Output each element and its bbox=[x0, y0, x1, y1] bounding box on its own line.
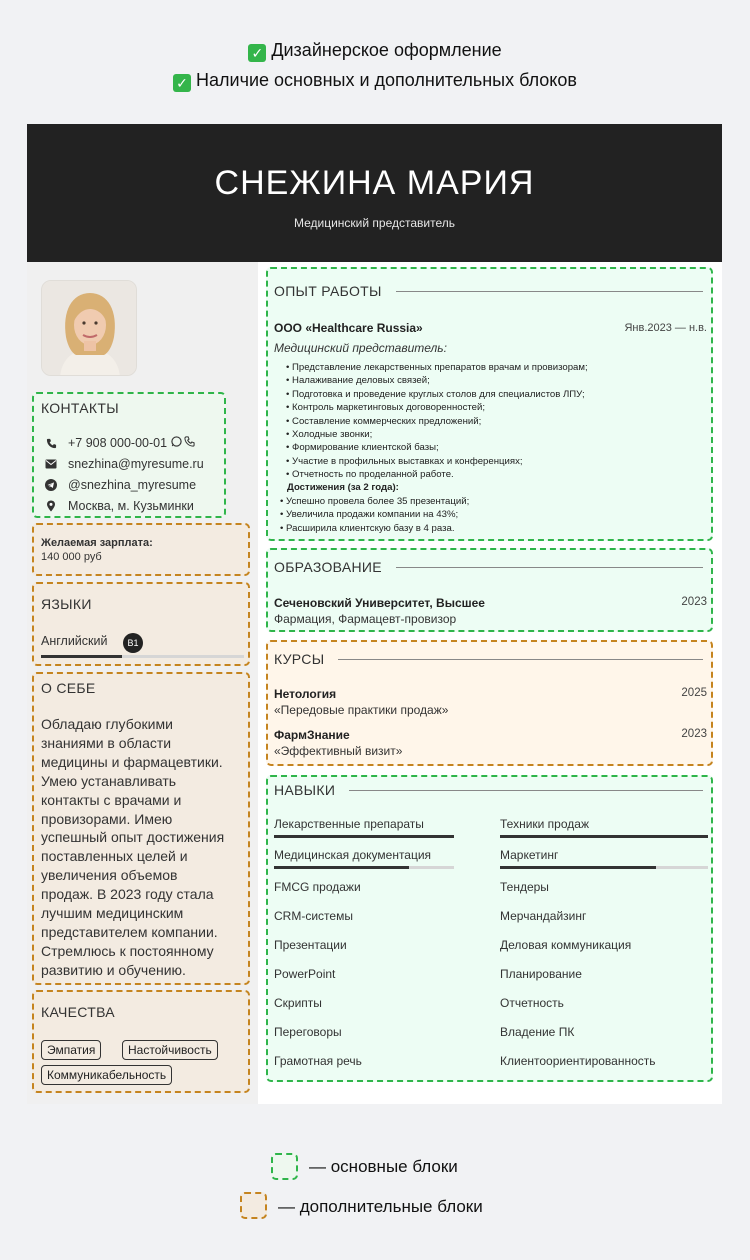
list-item: • Формирование клиентской базы; bbox=[286, 441, 588, 454]
about-line: контакты с врачами и bbox=[41, 791, 182, 808]
skill-name: Клиентоориентированность bbox=[500, 1054, 656, 1068]
skill-name: CRM-системы bbox=[274, 909, 353, 923]
experience-heading: ОПЫТ РАБОТЫ bbox=[274, 283, 705, 299]
language-name: Английский bbox=[41, 634, 108, 648]
sidebar bbox=[27, 262, 258, 1104]
course-org: ФармЗнание bbox=[274, 728, 350, 742]
language-level-bar bbox=[41, 655, 244, 658]
about-text bbox=[41, 715, 224, 980]
about-line: знаниями в области bbox=[41, 734, 172, 751]
about-line: развитию и обучению. bbox=[41, 961, 186, 978]
about-line: продаж. В 2023 году стала bbox=[41, 886, 214, 903]
skill-level-bar bbox=[500, 866, 708, 869]
achievements-list bbox=[280, 495, 469, 535]
skill-name: FMCG продажи bbox=[274, 880, 361, 894]
skill-name: Лекарственные препараты bbox=[274, 817, 424, 831]
quality-tag: Эмпатия bbox=[41, 1040, 101, 1060]
list-item: • Подготовка и проведение круглых столов для специалистов ЛПУ; bbox=[286, 388, 588, 401]
resume-header bbox=[27, 124, 722, 262]
profile-photo bbox=[41, 280, 137, 376]
contact-email[interactable]: snezhina@myresume.ru bbox=[44, 457, 204, 471]
experience-block bbox=[266, 267, 713, 541]
skill-name: Деловая коммуникация bbox=[500, 938, 632, 952]
languages-title: ЯЗЫКИ bbox=[41, 596, 92, 612]
education-heading: ОБРАЗОВАНИЕ bbox=[274, 559, 705, 575]
list-item: • Представление лекарственных препаратов врачам и провизорам; bbox=[286, 361, 588, 374]
legend-main-text: — основные блоки bbox=[309, 1157, 458, 1176]
list-item: • Составление коммерческих предложений; bbox=[286, 415, 588, 428]
list-item: • Успешно провела более 35 презентаций; bbox=[280, 495, 469, 508]
education-year: 2023 bbox=[681, 596, 707, 608]
about-line: Умею устанавливать bbox=[41, 772, 177, 789]
about-line: поставленных целей и bbox=[41, 848, 188, 865]
language-level-badge: B1 bbox=[123, 633, 143, 653]
skill-name: Планирование bbox=[500, 967, 582, 981]
course-org: Нетология bbox=[274, 687, 337, 701]
viber-icon bbox=[184, 436, 195, 450]
skill-name: Скрипты bbox=[274, 996, 322, 1010]
courses-heading: КУРСЫ bbox=[274, 651, 705, 667]
about-line: успешный опыт достижения bbox=[41, 829, 225, 846]
skill-name: Техники продаж bbox=[500, 817, 589, 831]
contact-location: Москва, м. Кузьминки bbox=[44, 499, 194, 513]
whatsapp-icon bbox=[171, 436, 182, 450]
legend-main-swatch bbox=[271, 1153, 298, 1180]
skill-level-bar bbox=[500, 835, 708, 838]
duties-list bbox=[286, 361, 588, 482]
legend-design: ✓ Дизайнерское оформление bbox=[0, 40, 750, 62]
skills-block bbox=[266, 775, 713, 1082]
languages-block bbox=[32, 582, 250, 666]
person-role: Медицинский представитель bbox=[293, 216, 456, 230]
legend-blocks: ✓ Наличие основных и дополнительных блоков bbox=[0, 70, 750, 92]
skill-level-bar bbox=[274, 835, 454, 838]
job-position: Медицинский представитель: bbox=[274, 341, 447, 355]
salary-block bbox=[32, 523, 250, 576]
about-line: Обладаю глубокими bbox=[41, 716, 173, 732]
mail-icon bbox=[44, 457, 58, 471]
phone-icon bbox=[44, 436, 58, 450]
education-specialty: Фармация, Фармацевт-провизор bbox=[274, 612, 457, 626]
course-year: 2025 bbox=[681, 687, 707, 699]
skill-name: PowerPoint bbox=[274, 967, 336, 981]
list-item: • Увеличила продажи компании на 43%; bbox=[280, 508, 469, 521]
course-year: 2023 bbox=[681, 728, 707, 740]
list-item: • Расширила клиентскую базу в 4 раза. bbox=[280, 522, 469, 535]
qualities-block bbox=[32, 990, 250, 1093]
skill-level-bar bbox=[274, 866, 454, 869]
telegram-icon bbox=[44, 478, 58, 492]
skill-name: Медицинская документация bbox=[274, 848, 432, 862]
list-item: • Налаживание деловых связей; bbox=[286, 374, 588, 387]
skill-name: Отчетность bbox=[500, 996, 564, 1010]
course-name: «Передовые практики продаж» bbox=[274, 703, 449, 717]
contacts-block bbox=[32, 392, 226, 518]
contact-telegram[interactable]: @snezhina_myresume bbox=[44, 478, 196, 492]
contact-phone[interactable]: +7 908 000-00-01 bbox=[44, 436, 195, 450]
checkmark-icon: ✓ bbox=[173, 74, 191, 92]
skill-name: Переговоры bbox=[274, 1025, 342, 1039]
legend-extra-text: — дополнительные блоки bbox=[278, 1197, 483, 1216]
skill-name: Грамотная речь bbox=[274, 1054, 362, 1068]
quality-tag: Коммуникабельность bbox=[41, 1065, 172, 1085]
about-line: увеличения объемов bbox=[41, 867, 178, 884]
courses-block bbox=[266, 640, 713, 766]
about-block bbox=[32, 672, 250, 985]
list-item: • Контроль маркетинговых договоренностей; bbox=[286, 401, 588, 414]
skill-name: Презентации bbox=[274, 938, 347, 952]
skill-name: Тендеры bbox=[500, 880, 549, 894]
skill-name: Владение ПК bbox=[500, 1025, 575, 1039]
resume-page bbox=[27, 124, 722, 1104]
contacts-title: КОНТАКТЫ bbox=[41, 400, 119, 416]
skill-name: Мерчандайзинг bbox=[500, 909, 587, 923]
about-line: Стремлюсь к постоянному bbox=[41, 942, 214, 959]
education-block bbox=[266, 548, 713, 632]
legend-extra-swatch bbox=[240, 1192, 267, 1219]
skill-name: Маркетинг bbox=[500, 848, 559, 862]
location-pin-icon bbox=[44, 499, 58, 513]
about-line: лучшим медицинским bbox=[41, 905, 184, 922]
about-line: провизорами. Имею bbox=[41, 810, 173, 827]
work-period: Янв.2023 — н.в. bbox=[624, 322, 707, 334]
course-name: «Эффективный визит» bbox=[274, 744, 403, 758]
list-item: • Отчетность по проделанной работе. bbox=[286, 468, 588, 481]
quality-tag: Настойчивость bbox=[122, 1040, 218, 1060]
institution-name: Сеченовский Университет, Высшее bbox=[274, 596, 485, 610]
skills-heading: НАВЫКИ bbox=[274, 782, 705, 798]
checkmark-icon: ✓ bbox=[248, 44, 266, 62]
about-line: представителем компании. bbox=[41, 923, 218, 940]
company-name: ООО «Healthcare Russia» bbox=[274, 321, 423, 335]
about-line: медицины и фармацевтики. bbox=[41, 753, 223, 770]
salary-label: Желаемая зарплата: bbox=[41, 537, 153, 549]
about-title: О СЕБЕ bbox=[41, 680, 96, 696]
list-item: • Холодные звонки; bbox=[286, 428, 588, 441]
salary-value: 140 000 руб bbox=[41, 551, 102, 563]
list-item: • Участие в профильных выставках и конференциях; bbox=[286, 455, 588, 468]
achievements-title: Достижения (за 2 года): bbox=[287, 482, 399, 493]
qualities-title: КАЧЕСТВА bbox=[41, 1004, 115, 1020]
person-name: СНЕЖИНА МАРИЯ bbox=[214, 164, 535, 202]
